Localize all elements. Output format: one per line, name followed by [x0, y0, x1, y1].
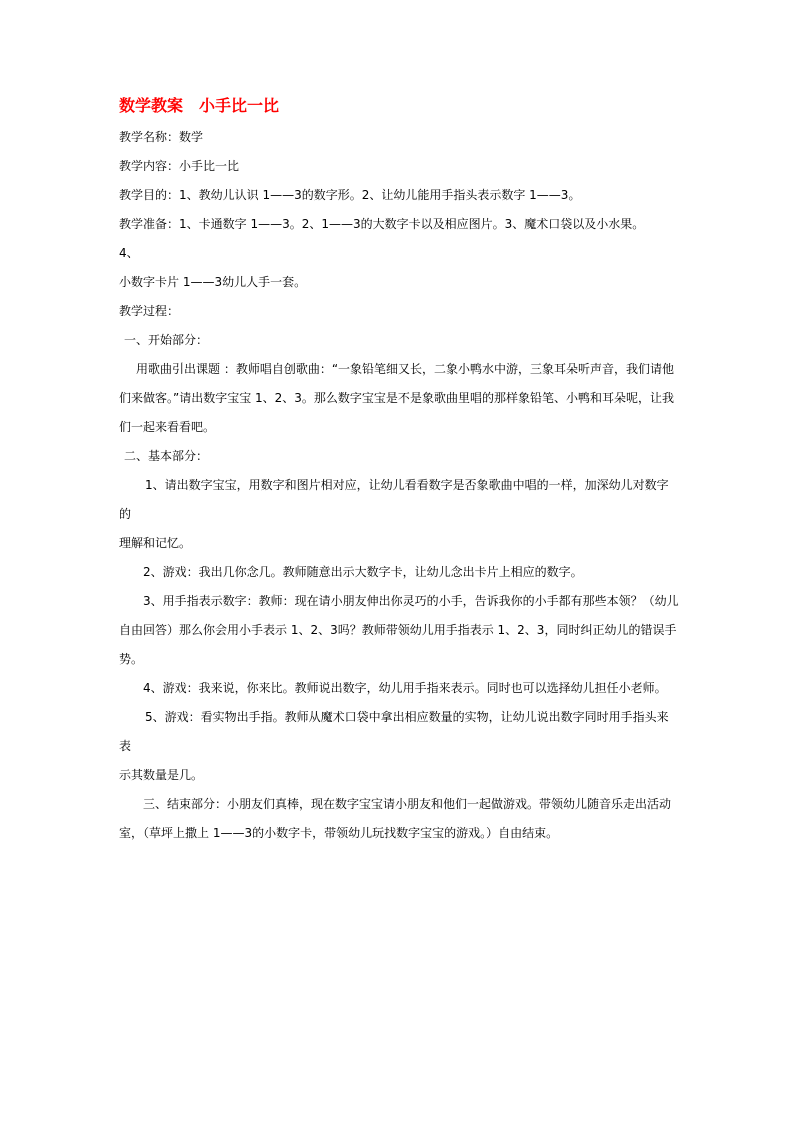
paragraph-line: 1、请出数字宝宝，用数字和图片相对应，让幼儿看看数字是否象歌曲中唱的一样，加深幼儿对数字的 — [119, 478, 669, 521]
section-heading-basic: 二、基本部分： — [124, 449, 209, 463]
paragraph-line: 2、游戏：我出几你念几。教师随意出示大数字卡，让幼儿念出卡片上相应的数字。 — [143, 565, 583, 579]
paragraph-line: 4、游戏：我来说，你来比。教师说出数字，幼儿用手指来表示。同时也可以选择幼儿担任小老师。 — [143, 681, 667, 695]
paragraph-line: 5、游戏：看实物出手指。教师从魔术口袋中拿出相应数量的实物，让幼儿说出数字同时用手指头来表 — [119, 710, 669, 753]
paragraph-line: 示其数量是几。 — [119, 768, 204, 782]
paragraph-line: 势。 — [119, 652, 144, 666]
document-page — [119, 95, 679, 848]
paragraph-line: 们一起来看看吧。 — [119, 420, 216, 434]
lesson-prep-line-1: 教学准备：1、卡通数字 1——3。2、1——3的大数字卡以及相应图片。3、魔术口袋以及小水果。 4、 — [119, 217, 657, 260]
paragraph-line: 理解和记忆。 — [119, 536, 192, 550]
document-title: 数学教案 小手比一比 — [119, 96, 280, 115]
lesson-process-heading: 教学过程： — [119, 304, 180, 318]
paragraph-line: 室，（草坪上撒上 1——3的小数字卡，带领幼儿玩找数字宝宝的游戏。）自由结束。 — [119, 826, 559, 840]
paragraph-line: 们来做客。”请出数字宝宝 1、2、3。那么数字宝宝是不是象歌曲里唱的那样象铅笔、小鸭和耳朵呢，让我 — [119, 391, 674, 405]
lesson-prep-line-2: 小数字卡片 1——3幼儿人手一套。 — [119, 275, 307, 289]
section-heading-end: 三、结束部分：小朋友们真棒，现在数字宝宝请小朋友和他们一起做游戏。带领幼儿随音乐走出活动 — [143, 797, 672, 811]
lesson-goal: 教学目的：1、教幼儿认识 1——3的数字形。2、让幼儿能用手指头表示数字 1——3。 — [119, 188, 581, 202]
lesson-name: 教学名称：数学 — [119, 130, 204, 144]
paragraph-line: 自由回答）那么你会用小手表示 1、2、3吗？教师带领幼儿用手指表示 1、2、3，同时纠正幼儿的错误手 — [119, 623, 677, 637]
section-heading-start: 一、开始部分： — [124, 333, 209, 347]
lesson-content: 教学内容：小手比一比 — [119, 159, 240, 173]
paragraph-line: 3、用手指表示数字：教师：现在请小朋友伸出你灵巧的小手，告诉我你的小手都有那些本领？（幼儿 — [143, 594, 679, 608]
paragraph-line: 用歌曲引出课题 ：教师唱自创歌曲：“一象铅笔细又长，二象小鸭水中游，三象耳朵听声音，我们请他 — [136, 362, 675, 376]
